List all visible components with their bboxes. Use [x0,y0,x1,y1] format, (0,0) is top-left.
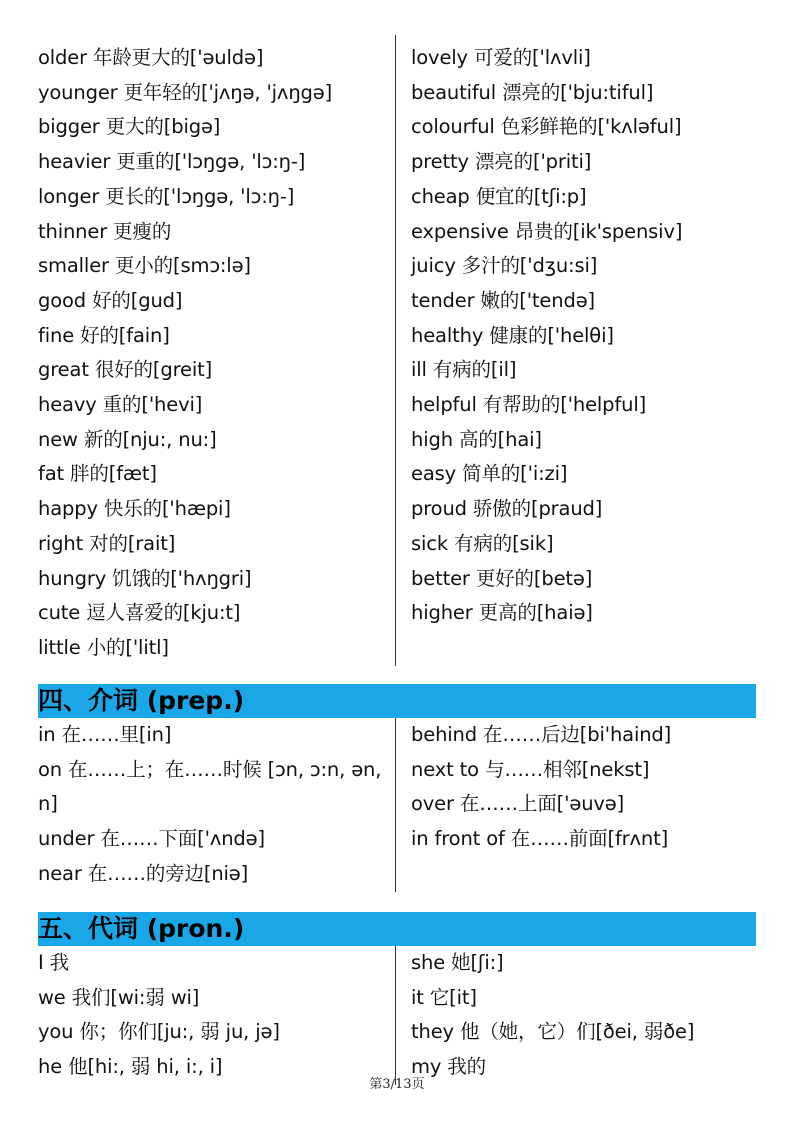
column-divider [395,35,396,666]
adjectives-left-column [38,41,397,666]
vocab-entry: older 年龄更大的['əuldə] [38,46,264,69]
vocab-entry: easy 简单的['i:zi] [411,462,568,486]
column-divider [395,946,396,1085]
vocab-entry: new 新的[nju:, nu:] [38,427,217,451]
prepositions-section [38,684,756,892]
adjectives-section [38,41,756,666]
section-heading: 四、介词 (prep.) [38,684,756,718]
vocab-entry: you 你；你们[ju:, 弱 ju, jə] [38,1020,280,1044]
adjectives-table [38,41,756,666]
vocab-entry: proud 骄傲的[praud] [411,497,603,521]
vocab-entry: my 我的 [411,1055,486,1079]
vocab-entry: happy 快乐的['hæpi] [38,497,231,521]
vocab-entry: we 我们[wi:弱 wi] [38,985,200,1009]
vocab-entry: right 对的[rait] [38,531,176,555]
vocab-entry: cute 逗人喜爱的[kju:t] [38,601,241,625]
vocab-entry: on 在……上；在……时候 [ɔn, ɔ:n, ən, n] [38,757,382,816]
vocab-entry: great 很好的[greit] [38,358,213,382]
vocab-entry: he 他[hi:, 弱 hi, i:, i] [38,1055,223,1079]
vocab-entry: fine 好的[fain] [38,323,170,347]
section-heading: 五、代词 (pron.) [38,912,756,946]
vocab-entry: ill 有病的[il] [411,358,517,382]
vocab-entry: lovely 可爱的['lʌvli] [411,46,591,69]
vocab-entry: helpful 有帮助的['helpful] [411,393,647,417]
vocab-entry: next to 与……相邻[nekst] [411,757,650,781]
vocab-entry: juicy 多汁的['dʒu:si] [411,254,598,278]
pronouns-right-column [397,946,756,1085]
prepositions-right-column [397,718,756,892]
vocab-entry: I 我 [38,951,69,974]
vocab-entry: near 在……的旁边[niə] [38,861,249,885]
pronouns-table [38,946,756,1085]
vocab-entry: it 它[it] [411,985,477,1009]
vocab-entry: longer 更长的['lɔŋgə, 'lɔ:ŋ-] [38,184,295,208]
vocab-entry: pretty 漂亮的['priti] [411,150,592,174]
adjectives-right-column [397,41,756,666]
vocab-entry: little 小的['litl] [38,635,169,659]
vocab-entry: sick 有病的[sik] [411,531,554,555]
prepositions-table [38,718,756,892]
column-divider [395,718,396,892]
vocab-entry: younger 更年轻的['jʌŋə, 'jʌŋgə] [38,80,333,104]
vocab-entry: beautiful 漂亮的['bju:tiful] [411,80,654,104]
vocab-entry: higher 更高的[haiə] [411,601,593,625]
vocab-entry: under 在……下面['ʌndə] [38,827,265,851]
prepositions-left-column [38,718,397,892]
vocab-entry: heavy 重的['hevi] [38,393,203,417]
pronouns-section [38,912,756,1085]
vocab-entry: she 她[ʃi:] [411,951,504,974]
vocab-entry: behind 在……后边[bi'haind] [411,723,672,746]
vocab-entry: high 高的[hai] [411,427,542,451]
page-number: 第3/13页 [369,1077,425,1092]
vocab-entry: good 好的[gud] [38,288,183,312]
vocab-entry: colourful 色彩鲜艳的['kʌləful] [411,115,682,139]
vocab-entry: expensive 昂贵的[ik'spensiv] [411,219,683,243]
vocab-entry: fat 胖的[fæt] [38,462,157,486]
vocab-entry: over 在……上面['əuvə] [411,792,625,816]
vocab-entry: tender 嫩的['tendə] [411,288,595,312]
vocab-entry: cheap 便宜的[tʃi:p] [411,184,587,208]
pronouns-left-column [38,946,397,1085]
vocab-entry: bigger 更大的[bigə] [38,115,221,139]
vocab-entry: hungry 饥饿的['hʌŋgri] [38,566,252,590]
vocab-entry: thinner 更瘦的 [38,219,172,243]
vocab-entry: in 在……里[in] [38,723,172,746]
vocab-entry: they 他（她，它）们[ðei, 弱ðe] [411,1020,695,1044]
vocab-entry: heavier 更重的['lɔŋgə, 'lɔ:ŋ-] [38,150,306,174]
vocab-entry: healthy 健康的['helθi] [411,323,614,347]
vocab-entry: smaller 更小的[smɔ:lə] [38,254,251,278]
vocab-entry: in front of 在……前面[frʌnt] [411,827,669,851]
vocab-entry: better 更好的[betə] [411,566,593,590]
